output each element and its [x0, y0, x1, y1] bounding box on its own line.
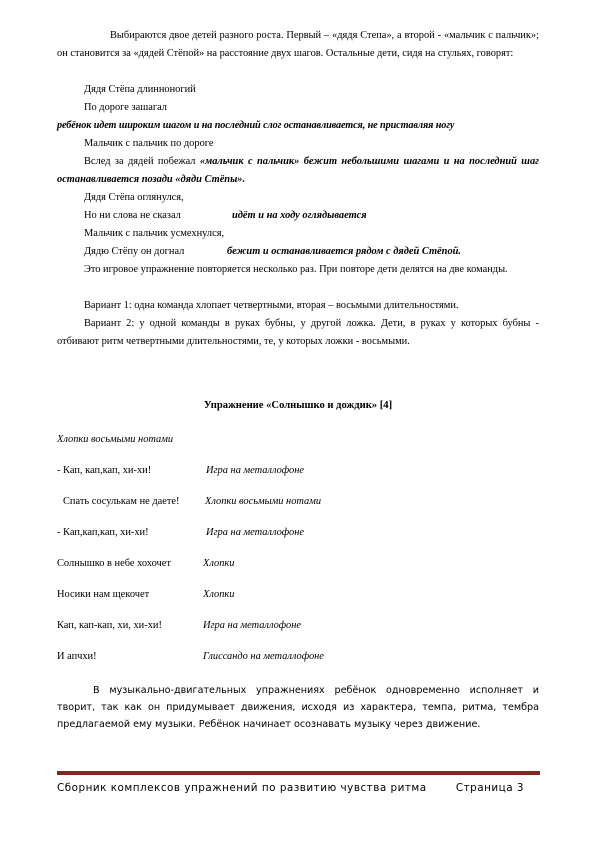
action-label-2: Хлопки восьмыми нотами: [205, 496, 322, 507]
lyric-line-2: Спать сосулькам не даете!: [63, 496, 180, 507]
paragraph-variant-2: Вариант 2: у одной команды в руках бубны, у другой ложка. Дети, в руках у которых бубны - отбивают ритм четвертными длительностями, те, у которых ложки - восьмыми.: [57, 318, 539, 347]
verse-line-4: Вслед за дядей побежал: [84, 156, 200, 167]
lyric-line-7: И апчхи!: [57, 651, 97, 662]
action-label-4: Хлопки: [203, 558, 235, 569]
paragraph-repeat: Это игровое упражнение повторяется несколько раз. При повторе дети делятся на две команды.: [84, 264, 508, 275]
verse-line-5: Дядя Стёпа оглянулся,: [84, 192, 184, 203]
paragraph-closing: В музыкально-двигательных упражнениях ребёнок одновременно исполняет и творит, так как он придумывает движения, исходя из характера, темпа, ритма, тембра предлагаемой ему музыки. Ребёнок начинает осознавать музыку через движение.: [57, 685, 539, 730]
exercise-title: Упражнение «Солнышко и дождик» [4]: [203, 400, 393, 411]
action-label-5: Хлопки: [203, 589, 235, 600]
action-line-4: бежит и останавливается рядом с дядей Стёпой.: [227, 246, 462, 257]
paragraph-intro: Выбираются двое детей разного роста. Первый – «дядя Степа», а второй - «мальчик с пальчик»; он становится за «дядей Стёпой» на расстояние двух шагов. Остальные дети, сидя на стульях, говорят:: [57, 30, 539, 59]
action-line-1: ребёнок идет широким шагом и на последний слог останавливается, не приставляя ногу: [57, 120, 455, 131]
verse-row-6: [57, 207, 539, 225]
footer-rule: [57, 771, 540, 775]
footer-title: Сборник комплексов упражнений по развитию чувства ритма: [57, 782, 427, 794]
action-label-3: Игра на металлофоне: [206, 527, 305, 538]
action-label-1: Игра на металлофоне: [206, 465, 305, 476]
verse-line-3: Мальчик с пальчик по дороге: [84, 138, 214, 149]
lyric-line-1: - Кап, кап,кап, хи-хи!: [57, 465, 152, 476]
verse-line-7: Мальчик с пальчик усмехнулся,: [84, 228, 225, 239]
lyric-line-6: Кап, кап-кап, хи, хи-хи!: [57, 620, 162, 631]
verse-line-1: Дядя Стёпа длинноногий: [84, 84, 196, 95]
action-label-7: Глиссандо на металлофоне: [203, 651, 324, 662]
page-number: Страница 3: [455, 782, 524, 794]
verse-line-6: Но ни слова не сказал: [84, 210, 181, 221]
exercise-intro: Хлопки восьмыми нотами: [57, 434, 174, 445]
paragraph-variant-1: Вариант 1: одна команда хлопает четвертными, вторая – восьмыми длительностями.: [84, 300, 459, 311]
lyric-line-4: Солнышко в небе хохочет: [57, 558, 171, 569]
lyric-line-3: - Кап,кап,кап, хи-хи!: [57, 527, 149, 538]
action-label-6: Игра на металлофоне: [203, 620, 302, 631]
lyric-line-5: Носики нам щекочет: [57, 589, 150, 600]
action-line-3: идёт и на ходу оглядывается: [232, 210, 367, 221]
action-line-2: «мальчик с пальчик» бежит небольшими шагами и на последний шаг останавливается позади «дяди Стёпы».: [57, 156, 539, 185]
paragraph-running: [57, 153, 539, 189]
verse-line-8: Дядю Стёпу он догнал: [84, 246, 185, 257]
verse-row-8: [57, 243, 539, 261]
verse-line-2: По дороге зашагал: [84, 102, 167, 113]
